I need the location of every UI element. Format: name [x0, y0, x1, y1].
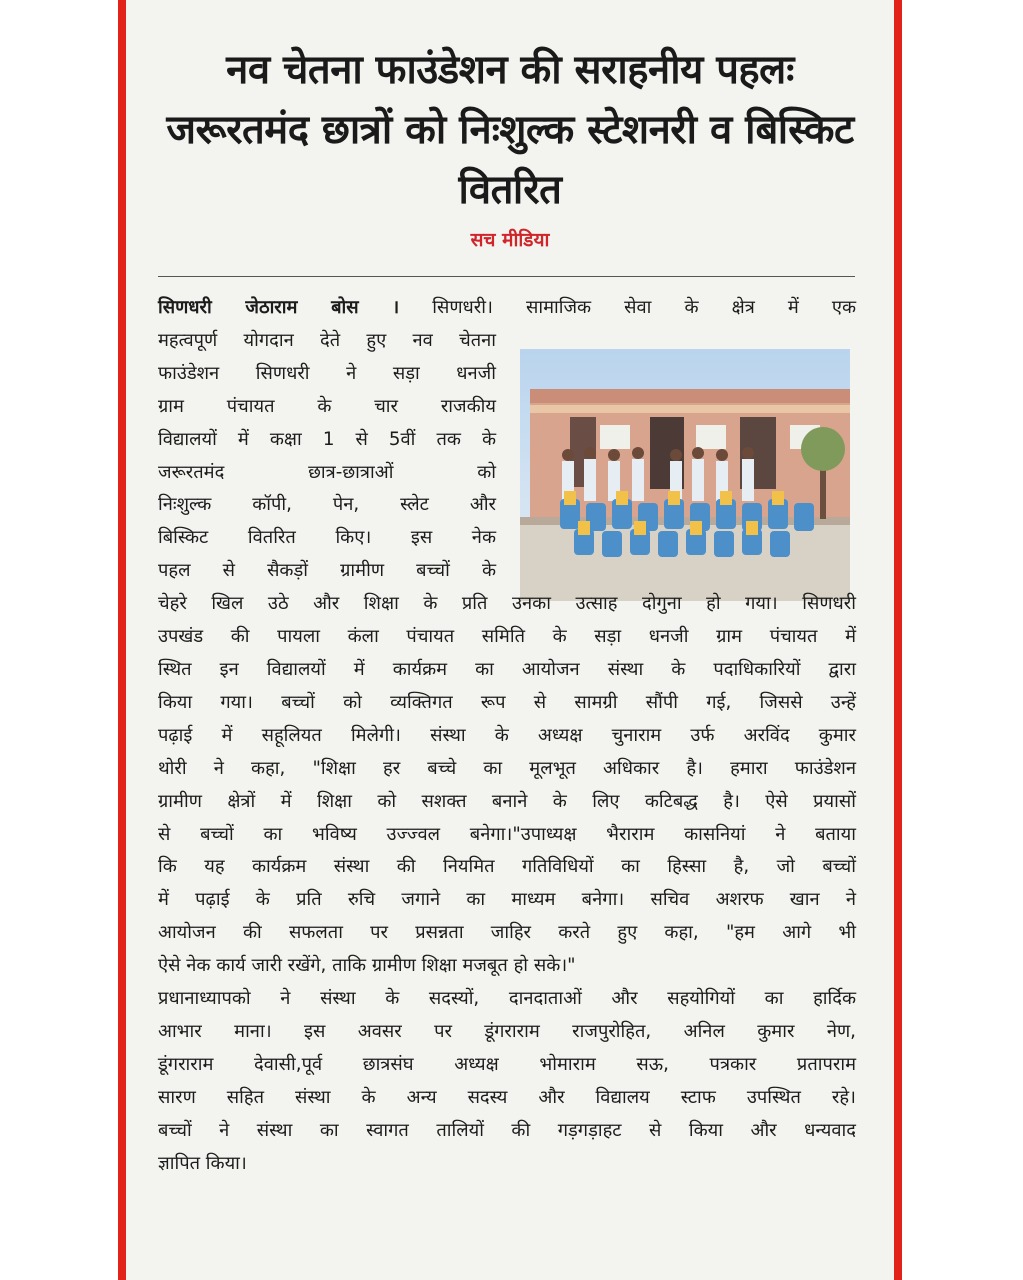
byline: सिणधरी जेठाराम बोस । — [158, 297, 400, 318]
article-line: सारण सहित संस्था के अन्य सदस्य और विद्यालय स्टाफ उपस्थित रहे। — [158, 1086, 856, 1108]
article-line: प्रधानाध्यापको ने संस्था के सदस्यों, दानदाताओं और सहयोगियों का हार्दिक — [158, 988, 856, 1010]
article-line: बिस्किट वितरित किए। इस नेक — [158, 527, 496, 549]
article-line: ग्राम पंचायत के चार राजकीय — [158, 395, 496, 417]
article-line: सिणधरी जेठाराम बोस । सिणधरी। सामाजिक सेवा के क्षेत्र में एक — [158, 297, 856, 318]
article-line: महत्वपूर्ण योगदान देते हुए नव चेतना — [158, 329, 496, 351]
article-line: डूंगराराम देवासी,पूर्व छात्रसंघ अध्यक्ष भोमाराम सऊ, पत्रकार प्रतापराम — [158, 1053, 856, 1075]
red-border-right — [894, 0, 902, 1280]
article-line: में पढ़ाई के प्रति रुचि जगाने का माध्यम बनेगा। सचिव अशरफ खान ने — [158, 889, 856, 911]
divider-rule — [158, 276, 855, 277]
article-line: से बच्चों का भविष्य उज्ज्वल बनेगा।"उपाध्यक्ष भैराराम कासनियां ने बताया — [158, 823, 856, 845]
article-line: ज्ञापित किया। — [158, 1152, 247, 1174]
source-credit: सच मीडिया — [470, 229, 550, 251]
article-line: थोरी ने कहा, "शिक्षा हर बच्चे का मूलभूत अधिकार है। हमारा फाउंडेशन — [158, 757, 856, 779]
article-line: स्थित इन विद्यालयों में कार्यक्रम का आयोजन संस्था के पदाधिकारियों द्वारा — [158, 658, 856, 680]
red-border-left — [118, 0, 126, 1280]
headline: नव चेतना फाउंडेशन की सराहनीय पहलः जरूरतमंद छात्रों को निःशुल्क स्टेशनरी व बिस्किट वितरित — [166, 47, 854, 213]
article-line: आभार माना। इस अवसर पर डूंगराराम राजपुरोहित, अनिल कुमार नेण, — [158, 1020, 856, 1042]
article-line: निःशुल्क कॉपी, पेन, स्लेट और — [158, 494, 496, 516]
article-line: पढ़ाई में सहूलियत मिलेगी। संस्था के अध्यक्ष चुनाराम उर्फ अरविंद कुमार — [158, 724, 856, 746]
article-line: कि यह कार्यक्रम संस्था की नियमित गतिविधियों का हिस्सा है, जो बच्चों — [158, 856, 856, 878]
article-line: ग्रामीण क्षेत्रों में शिक्षा को सशक्त बनाने के लिए कटिबद्ध है। ऐसे प्रयासों — [158, 790, 856, 812]
article-line: ऐसे नेक कार्य जारी रखेंगे, ताकि ग्रामीण शिक्षा मजबूत हो सके।" — [158, 955, 576, 977]
article-line: किया गया। बच्चों को व्यक्तिगत रूप से सामग्री सौंपी गई, जिससे उन्हें — [158, 691, 856, 713]
article-line: पहल से सैकड़ों ग्रामीण बच्चों के — [158, 560, 496, 582]
article-line: फाउंडेशन सिणधरी ने सड़ा धनजी — [158, 362, 496, 384]
article-line: आयोजन की सफलता पर प्रसन्नता जाहिर करते हुए कहा, "हम आगे भी — [158, 922, 856, 944]
article-line: उपखंड की पायला कंला पंचायत समिति के सड़ा धनजी ग्राम पंचायत में — [158, 626, 856, 648]
article-line: विद्यालयों में कक्षा 1 से 5वीं तक के — [158, 428, 496, 450]
article-line: बच्चों ने संस्था का स्वागत तालियों की गड़गड़ाहट से किया और धन्यवाद — [158, 1119, 856, 1141]
article-body — [158, 292, 856, 1180]
article-line: जरूरतमंद छात्र-छात्राओं को — [158, 461, 496, 483]
article-line: चेहरे खिल उठे और शिक्षा के प्रति उनका उत्साह दोगुना हो गया। सिणधरी — [158, 593, 856, 615]
